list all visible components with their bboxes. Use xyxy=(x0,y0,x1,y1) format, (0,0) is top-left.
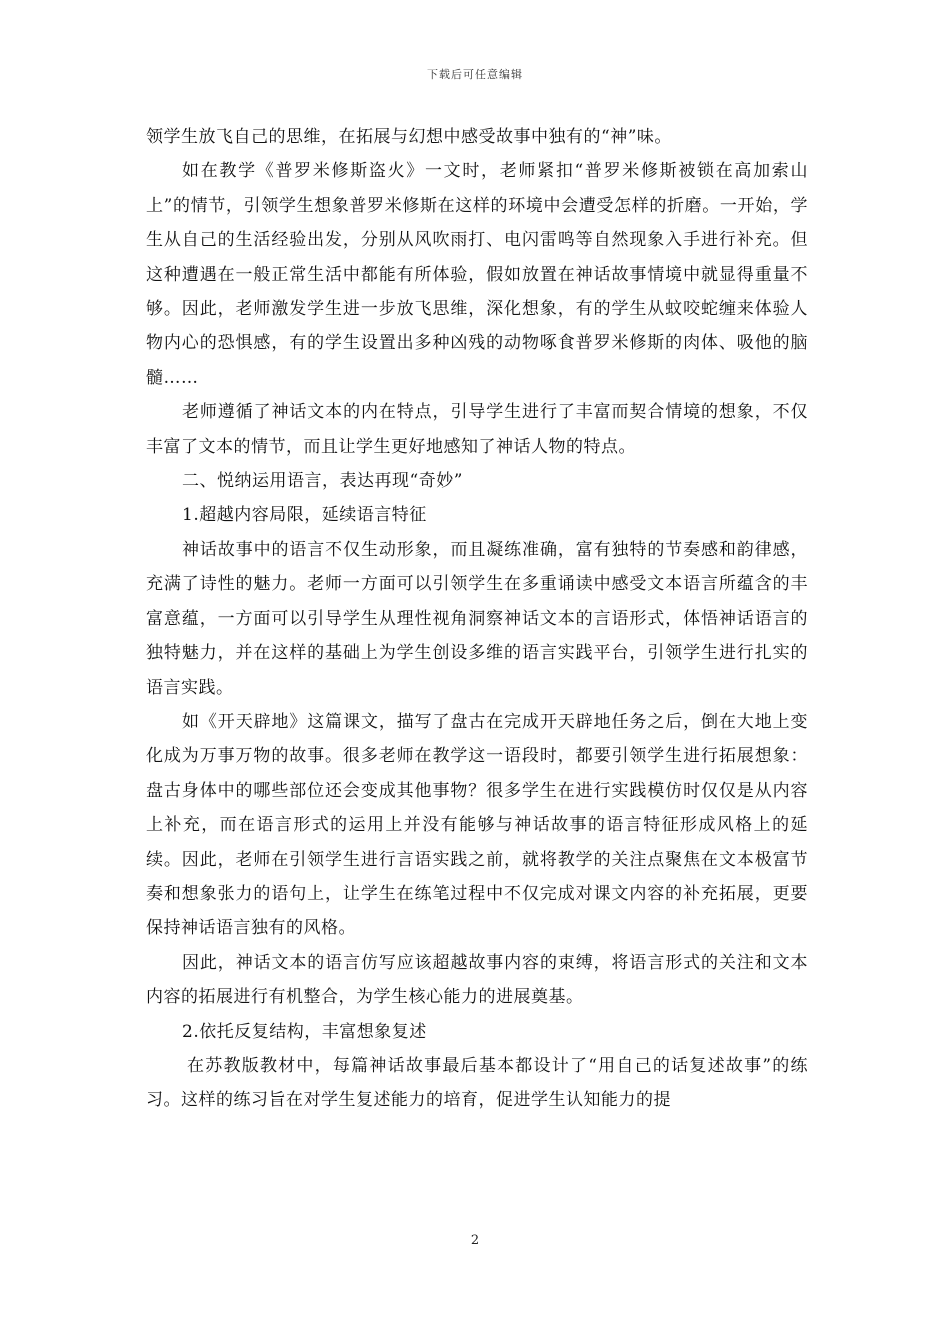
paragraph-prometheus-example: 如在教学《普罗米修斯盗火》一文时，老师紧扣“普罗米修斯被锁在高加索山上”的情节，引领学生想象普罗米修斯在这样的环境中会遭受怎样的折磨。一开始，学生从自己的生活经验出发，分别从风吹雨打、电闪雷鸣等自然现象入手进行补充。但这种遭遇在一般正常生活中都能有所体验，假如放置在神话故事情境中就显得重量不够。因此，老师激发学生进一步放飞思维，深化想象，有的学生从蚊咬蛇缠来体验人物内心的恐惧感，有的学生设置出多种凶残的动物啄食普罗米修斯的肉体、吸他的脑髓…… xyxy=(146,161,808,388)
paragraph-continuation: 领学生放飞自己的思维，在拓展与幻想中感受故事中独有的“神”味。 xyxy=(146,127,672,147)
paragraph-pangu-example: 如《开天辟地》这篇课文，描写了盘古在完成开天辟地任务之后，倒在大地上变化成为万事万物的故事。很多老师在教学这一语段时，都要引领学生进行拓展想象：盘古身体中的哪些部位还会变成其他事物？很多学生在进行实践模仿时仅仅是从内容上补充，而在语言形式的运用上并没有能够与神话故事的语言特征形成风格上的延续。因此，老师在引领学生进行言语实践之前，就将教学的关注点聚焦在文本极富节奏和想象张力的语句上，让学生在练笔过程中不仅完成对课文内容的补充拓展，更要保持神话语言独有的风格。 xyxy=(146,711,808,939)
paragraph-teacher-summary: 老师遵循了神话文本的内在特点，引导学生进行了丰富而契合情境的想象，不仅丰富了文本的情节，而且让学生更好地感知了神话人物的特点。 xyxy=(146,402,808,457)
paragraph-myth-language: 神话故事中的语言不仅生动形象，而且凝练准确，富有独特的节奏感和韵律感，充满了诗性的魅力。老师一方面可以引领学生在多重诵读中感受文本语言所蕴含的丰富意蕴，一方面可以引导学生从理性视角洞察神话文本的言语形式，体悟神话语言的独特魅力，并在这样的基础上为学生创设多维的语言实践平台，引领学生进行扎实的语言实践。 xyxy=(146,539,808,698)
page-number: 2 xyxy=(470,1233,480,1248)
section-heading-2: 二、悦纳运用语言，表达再现“奇妙” xyxy=(182,471,463,492)
page-header: 下载后可任意编辑 xyxy=(427,68,523,81)
paragraph-imitation-summary: 因此，神话文本的语言仿写应该超越故事内容的束缚，将语言形式的关注和文本内容的拓展进行有机整合，为学生核心能力的进展奠基。 xyxy=(146,952,808,1008)
subsection-heading-1: 1.超越内容局限，延续语言特征 xyxy=(182,505,427,526)
subsection-heading-2: 2.依托反复结构，丰富想象复述 xyxy=(182,1021,427,1042)
document-body xyxy=(146,120,808,1118)
paragraph-retelling: 在苏教版教材中，每篇神话故事最后基本都设计了“用自己的话复述故事”的练习。这样的练习旨在对学生复述能力的培育，促进学生认知能力的提 xyxy=(146,1055,808,1111)
